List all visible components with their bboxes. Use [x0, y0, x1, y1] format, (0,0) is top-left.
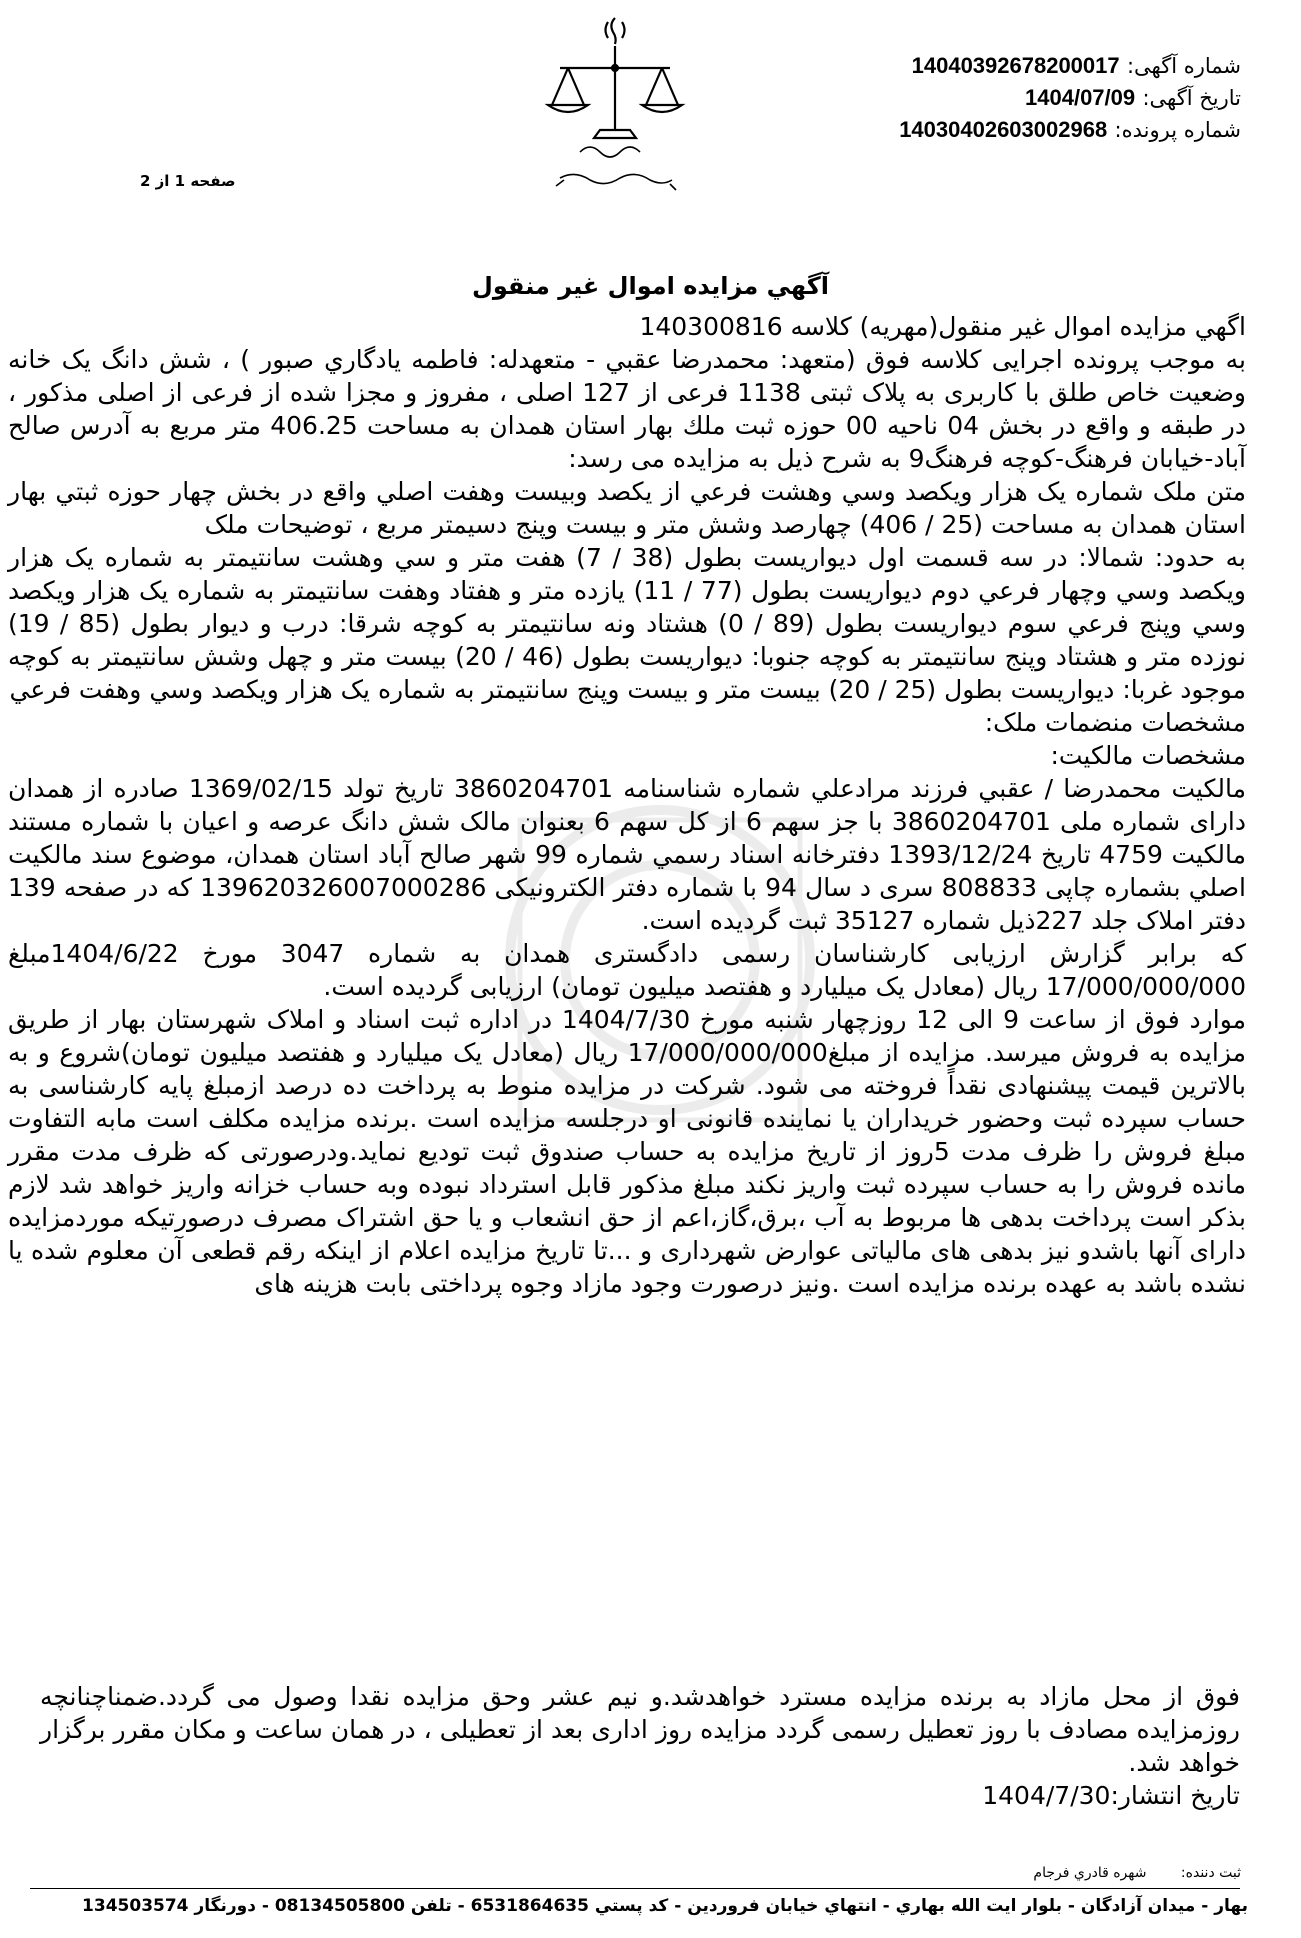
appraisal-paragraph: که برابر گزارش ارزیابی کارشناسان رسمی دادگستری همدان به شماره 3047 مورخ 1404/6/22مبلغ 17/000/000/000 ریال (معادل یک میلیارد و هفتصد میلیون تومان) ارزیابی گردیده است. [8, 939, 1246, 1001]
judiciary-emblem-icon [520, 10, 710, 210]
ad-number: 14040392678200017 [911, 53, 1120, 78]
ad-number-row [899, 50, 1241, 82]
notice-meta [899, 50, 1241, 146]
property-text-paragraph: متن ملک شماره يک هزار ويکصد وسي وهشت فرعي از يکصد وبيست وهفت اصلي واقع در بخش چهار حوزه ثبتي بهار استان همدان به مساحت (25 / 406) چهارصد وشش متر و بيست وپنج دسيمتر مربع ، توضيحات ملک [8, 477, 1246, 539]
page-indicator: صفحه 1 از 2 [140, 172, 236, 190]
boundaries-paragraph: به حدود: شمالا: در سه قسمت اول ديواريست بطول (38 / 7) هفت متر و سي وهشت سانتيمتر به شماره يک هزار ويکصد وسي وچهار فرعي دوم ديواريست بطول (77 / 11) يازده متر و هفتاد وهفت سانتيمتر به شماره يک هزار ويکصد وسي وپنج فرعي سوم ديواريست بطول (89 / 0) هشتاد ونه سانتيمتر به کوچه شرقا: درب و ديوار بطول (85 / 19) نوزده متر و هشتاد وپنج سانتيمتر به کوچه جنوبا: ديواريست بطول (46 / 20) بيست متر و چهل وشش سانتيمتر به کوچه موجود غربا: ديواريست بطول (25 / 20) بيست متر و بيست وپنج سانتيمتر به شماره يک هزار ويکصد وسي وهفت فرعي [8, 543, 1246, 704]
publish-date: تاریخ انتشار:1404/7/30 [982, 1781, 1240, 1810]
ad-date-label: تاریخ آگهی: [1142, 86, 1241, 110]
case-number-row [899, 114, 1241, 146]
refund-paragraph: فوق از محل مازاد به برنده مزایده مسترد خواهدشد.و نیم عشر وحق مزایده نقدا وصول می گردد.ضمناچنانچه روزمزایده مصادف با روز تعطیل رسمی گردد مزایده روز اداری بعد از تعطیلی ، در همان ساعت و مکان مقرر برگزار خواهد شد. [40, 1682, 1240, 1777]
registrar-name: شهره قادري فرجام [1033, 1865, 1147, 1881]
ownership-heading: مشخصات مالکيت: [1050, 741, 1246, 770]
ownership-paragraph: مالکيت محمدرضا / عقبي فرزند مرادعلي شماره شناسنامه 3860204701 تاريخ تولد 1369/02/15 صادره از همدان دارای شماره ملی 3860204701 با جز سهم 6 از کل سهم 6 بعنوان مالک شش دانگ عرصه و اعيان با شماره مستند مالکيت 4759 تاريخ 1393/12/24 دفترخانه اسناد رسمي شماره 99 شهر صالح آباد استان همدان، موضوع سند مالکيت اصلي بشماره چاپی 808833 سری د سال 94 با شماره دفتر الکترونيکی 139620326007000286 که در صفحه 139 دفتر املاک جلد 227ذيل شماره 35127 ثبت گرديده است. [8, 774, 1247, 935]
property-summary-paragraph: به موجب پرونده اجرایی کلاسه فوق (متعهد: محمدرضا عقبي - متعهدله: فاطمه يادگاري صبور ) ، شش دانگ يک خانه وضعيت خاص طلق با کاربری به پلاک ثبتی 1138 فرعی از 127 اصلی ، مفروز و مجزا شده از فرعی از اصلی مذکور ، در طبقه و واقع در بخش 04 ناحيه 00 حوزه ثبت ملك بهار استان همدان به مساحت 406.25 متر مربع به آدرس صالح آباد-خيابان فرهنگ-کوچه فرهنگ9 به شرح ذیل به مزایده می رسد: [8, 345, 1247, 473]
notice-body-continued [40, 1680, 1240, 1812]
auction-terms-paragraph: موارد فوق از ساعت 9 الی 12 روزچهار شنبه مورخ 1404/7/30 در اداره ثبت اسناد و املاک شهرستان بهار از طریق مزایده به فروش میرسد. مزایده از مبلغ17/000/000/000 ریال (معادل یک میلیارد و هفتصد میلیون تومان)شروع و به بالاترین قیمت پیشنهادی نقداً فروخته می شود. شرکت در مزایده منوط به پرداخت ده درصد ازمبلغ پایه کارشناسی به حساب سپرده ثبت وحضور خریداران یا نماینده قانونی او درجلسه مزایده است .برنده مزایده مکلف است مابه التفاوت مبلغ فروش را ظرف مدت 5روز از تاریخ مزایده به حساب صندوق ثبت تودیع نماید.ودرصورتی که ظرف مدت مقرر مانده فروش را به حساب سپرده ثبت واریز نکند مبلغ مذکور قابل استرداد نبوده وبه حساب خزانه واریز خواهد شد لازم بذکر است پرداخت بدهی ها مربوط به آب ،برق،گاز،اعم از حق انشعاب و یا حق اشتراک مصرف درصورتیکه موردمزایده دارای آنها باشدو نیز بدهی های مالیاتی عوارض شهرداری و ...تا تاریخ مزایده اعلام از اینکه رقم قطعی آن معلوم شده یا نشده باشد به عهده برنده مزایده است .ونیز درصورت وجود مازاد وجوه پرداختی بابت هزینه های [8, 1005, 1247, 1298]
footer-divider [30, 1888, 1240, 1889]
notice-body [8, 310, 1246, 1300]
registrar [1033, 1865, 1241, 1881]
ad-date-row [899, 82, 1241, 114]
auction-class-line: اگهي مزايده اموال غير منقول(مهريه) كلاسه 140300816 [639, 312, 1246, 341]
ad-number-label: شماره آگهی: [1126, 54, 1241, 78]
case-number-label: شماره پرونده: [1114, 118, 1241, 142]
ad-date: 1404/07/09 [1025, 85, 1136, 110]
case-number: 14030402603002968 [899, 117, 1108, 142]
registrar-label: ثبت دننده: [1180, 1865, 1241, 1881]
footer-address: بهار - ميدان آزادگان - بلوار ايت الله بهاري - انتهاي خيابان فروردين - كد پستي 6531864635 - تلفن 08134505800 - دورنگار 134503574 [82, 1896, 1248, 1916]
appendages-heading: مشخصات منضمات ملک: [984, 708, 1246, 737]
page-title: آگهي مزايده اموال غير منقول [472, 272, 829, 300]
